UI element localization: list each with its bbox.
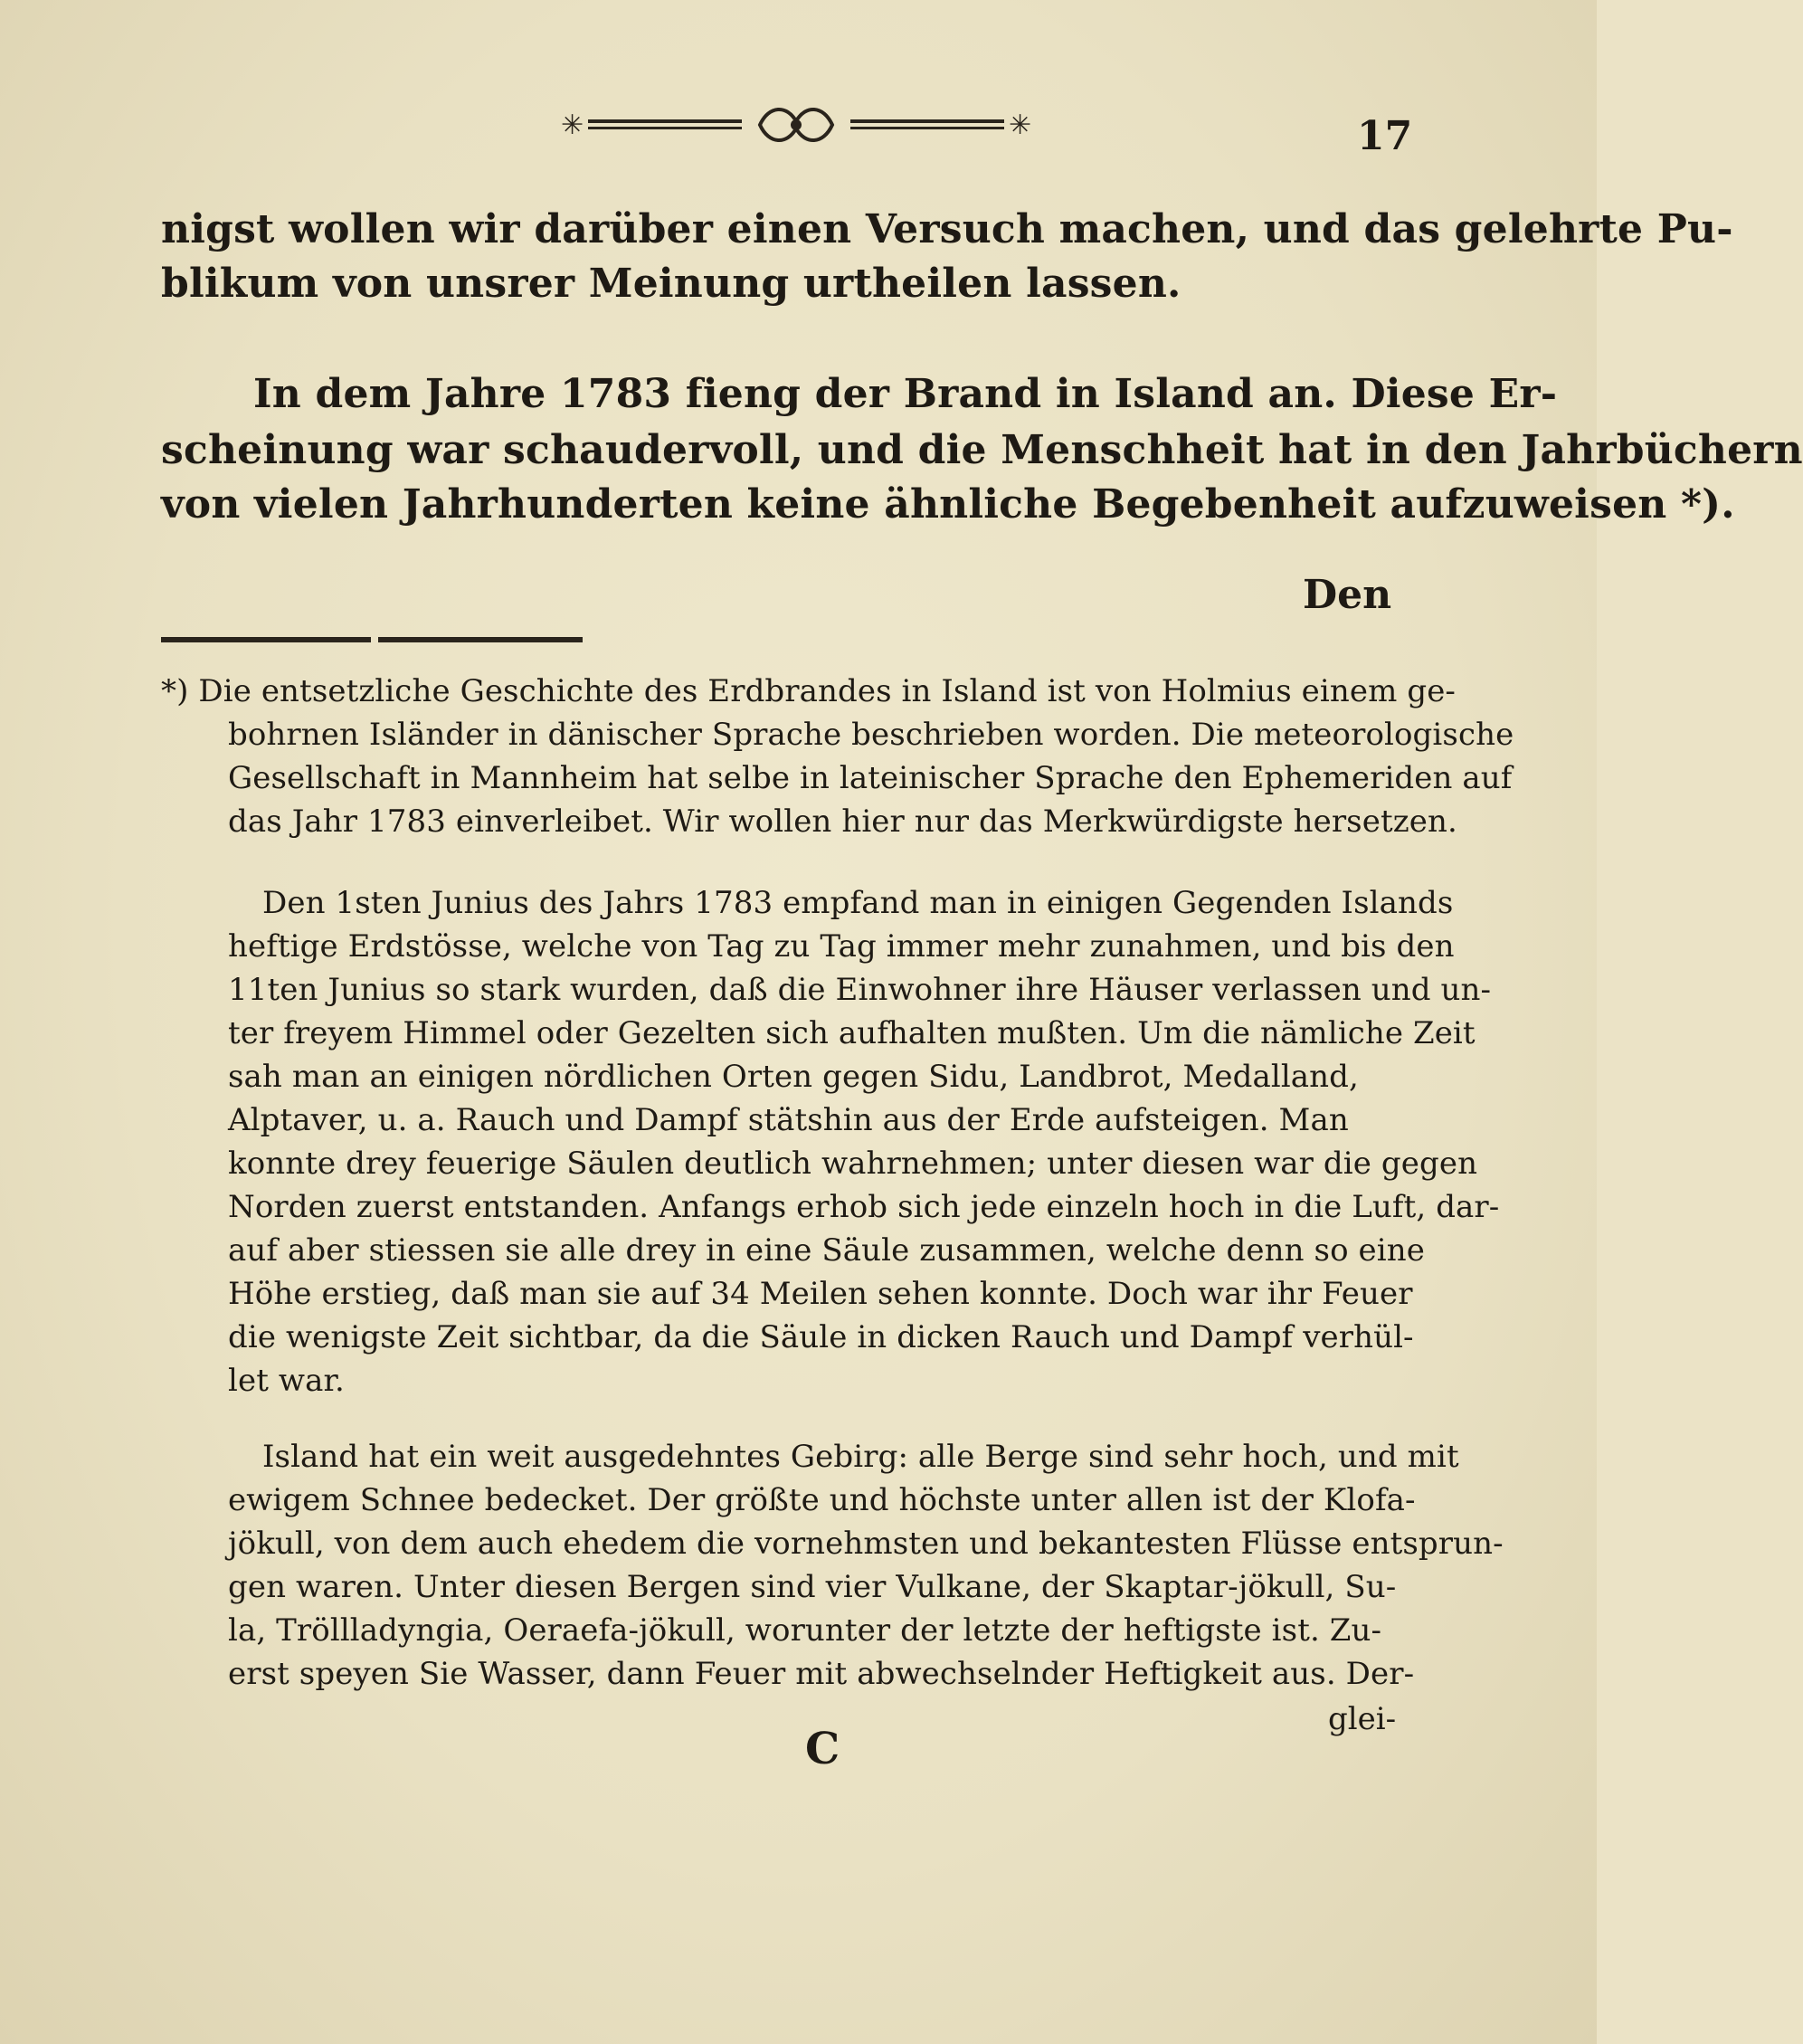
bottom-catchword: glei-	[1328, 1701, 1397, 1737]
footnote-line: jökull, von dem auch ehedem die vornehmsten und bekantesten Flüsse entsprun-	[228, 1526, 1504, 1562]
text-line: blikum von unsrer Meinung urtheilen lassen.	[161, 261, 1181, 307]
footnote-line: Höhe erstieg, daß man sie auf 34 Meilen sehen konnte. Doch war ihr Feuer	[228, 1276, 1413, 1312]
footnote-line: das Jahr 1783 einverleibet. Wir wollen hier nur das Merkwürdigste hersetzen.	[228, 803, 1457, 840]
text-line: nigst wollen wir darüber einen Versuch machen, und das gelehrte Pu-	[161, 206, 1733, 252]
svg-text:✳: ✳	[561, 109, 584, 141]
footnote-line: sah man an einigen nördlichen Orten gegen Sidu, Landbrot, Medalland,	[228, 1059, 1359, 1095]
footnote-line: 11ten Junius so stark wurden, daß die Einwohner ihre Häuser verlassen und un-	[228, 972, 1492, 1008]
footnote-line: erst speyen Sie Wasser, dann Feuer mit abwechselnder Heftigkeit aus. Der-	[228, 1656, 1415, 1692]
footnote-rule	[161, 637, 371, 642]
footnote-line: Alptaver, u. a. Rauch und Dampf stätshin aus der Erde aufsteigen. Man	[228, 1102, 1349, 1138]
footnote-line: let war.	[228, 1363, 345, 1399]
footnote-line: gen waren. Unter diesen Bergen sind vier Vulkane, der Skaptar-jökull, Su-	[228, 1569, 1397, 1605]
header-ornament	[552, 98, 1040, 152]
footnote-line: Island hat ein weit ausgedehntes Gebirg: alle Berge sind sehr hoch, und mit	[262, 1439, 1459, 1475]
text-line: von vielen Jahrhunderten keine ähnliche Begebenheit aufzuweisen *).	[161, 481, 1735, 528]
footnote-line: die wenigste Zeit sichtbar, da die Säule in dicken Rauch und Dampf verhül-	[228, 1319, 1414, 1355]
text-line: In dem Jahre 1783 fieng der Brand in Island an. Diese Er-	[253, 371, 1558, 417]
page-number: 17	[1357, 113, 1413, 159]
footnote-line: Gesellschaft in Mannheim hat selbe in lateinischer Sprache den Ephemeriden auf	[228, 760, 1513, 796]
catchword: Den	[1303, 572, 1392, 618]
footnote-line: ewigem Schnee bedecket. Der größte und höchste unter allen ist der Klofa-	[228, 1482, 1416, 1518]
footnote-line: auf aber stiessen sie alle drey in eine Säule zusammen, welche denn so eine	[228, 1232, 1425, 1269]
signature-mark: C	[805, 1724, 840, 1774]
footnote-line: *) Die entsetzliche Geschichte des Erdbrandes in Island ist von Holmius einem ge-	[161, 673, 1457, 709]
footnote-rule	[378, 637, 583, 642]
footnote-line: la, Tröllladyngia, Oeraefa-jökull, worunter der letzte der heftigste ist. Zu-	[228, 1612, 1382, 1649]
footnote-line: konnte drey feuerige Säulen deutlich wahrnehmen; unter diesen war die gegen	[228, 1146, 1478, 1182]
footnote-line: Norden zuerst entstanden. Anfangs erhob sich jede einzeln hoch in die Luft, dar-	[228, 1189, 1500, 1225]
text-line: scheinung war schaudervoll, und die Menschheit hat in den Jahrbüchern	[161, 427, 1803, 473]
footnote-line: bohrnen Isländer in dänischer Sprache beschrieben worden. Die meteorologische	[228, 717, 1514, 753]
footnote-line: heftige Erdstösse, welche von Tag zu Tag immer mehr zunahmen, und bis den	[228, 928, 1455, 965]
footnote-line: ter freyem Himmel oder Gezelten sich aufhalten mußten. Um die nämliche Zeit	[228, 1015, 1476, 1051]
svg-text:✳: ✳	[1009, 109, 1032, 141]
footnote-line: Den 1sten Junius des Jahrs 1783 empfand man in einigen Gegenden Islands	[262, 885, 1454, 921]
